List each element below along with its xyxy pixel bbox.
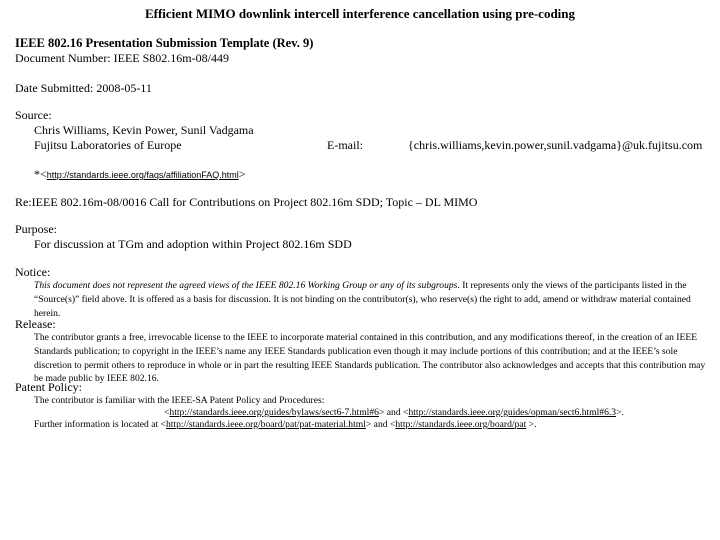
release-label: Release: — [15, 317, 56, 331]
patent-label: Patent Policy: — [15, 380, 82, 394]
page-title: Efficient MIMO downlink intercell interference cancellation using pre-coding — [144, 6, 576, 21]
notice-label: Notice: — [15, 265, 51, 279]
patent-further-line: Further information is located at <http://standards.ieee.org/board/pat/pat-material.html> and <http://standards.ieee.org/board/pat >. — [34, 419, 537, 430]
notice-body: . It represents only the views of the participants listed in the “Source(s)” field above. It is offered as a basis for discussion. It is not binding on the contributor(s), who reserve(s) the right to add, amend or withdraw material contained herein. — [34, 280, 691, 319]
affiliation-line — [34, 165, 246, 183]
purpose-text: For discussion at TGm and adoption within Project 802.16m SDD — [34, 237, 352, 251]
patent-links-line: <http://standards.ieee.org/guides/bylaws/sect6-7.html#6> and <http://standards.ieee.org/guides/opman/sect6.html#6.3>. — [164, 407, 624, 418]
affiliation-link[interactable]: http://standards.ieee.org/faqs/affiliationFAQ.html — [46, 170, 239, 180]
patent-opman-link[interactable]: http://standards.ieee.org/guides/opman/sect6.html#6.3 — [408, 407, 617, 418]
patent-bylaws-link[interactable]: http://standards.ieee.org/guides/bylaws/sect6-7.html#6 — [169, 407, 379, 418]
email-label: E-mail: — [327, 138, 363, 152]
purpose-label: Purpose: — [15, 222, 57, 236]
source-label: Source: — [15, 108, 52, 122]
template-heading: IEEE 802.16 Presentation Submission Template (Rev. 9) — [15, 36, 314, 50]
re-line: Re:IEEE 802.16m-08/0016 Call for Contributions on Project 802.16m SDD; Topic – DL MIMO — [15, 195, 478, 209]
patent-line1: The contributor is familiar with the IEEE-SA Patent Policy and Procedures: — [34, 395, 325, 406]
affiliation-prefix: *< — [34, 167, 47, 181]
notice-text — [34, 279, 706, 320]
release-text: The contributor grants a free, irrevocable license to the IEEE to incorporate material contained in this contribution, and any modifications thereof, in the creation of an IEEE Standards publication; to copyright in the IEEE’s name any IEEE Standards publication even though it may include portions of this contribution; and at the IEEE’s sole discretion to permit others to reproduce in whole or in part the resulting IEEE Standards publication. The contributor also acknowledges and accepts that this contribution may be made public by IEEE 802.16. — [34, 332, 706, 385]
document-number: Document Number: IEEE S802.16m-08/449 — [15, 51, 229, 65]
date-submitted: Date Submitted: 2008-05-11 — [15, 81, 152, 95]
email-address: {chris.williams,kevin.power,sunil.vadgama}@uk.fujitsu.com — [408, 138, 703, 152]
patent-board-link[interactable]: http://standards.ieee.org/board/pat — [395, 419, 527, 430]
notice-italic: This document does not represent the agreed views of the IEEE 802.16 Working Group or any of its subgroups — [34, 280, 458, 291]
source-authors: Chris Williams, Kevin Power, Sunil Vadgama — [34, 123, 254, 137]
source-organization: Fujitsu Laboratories of Europe — [34, 138, 182, 152]
patent-material-link[interactable]: http://standards.ieee.org/board/pat/pat-material.html — [165, 419, 366, 430]
affiliation-suffix: > — [238, 167, 246, 181]
